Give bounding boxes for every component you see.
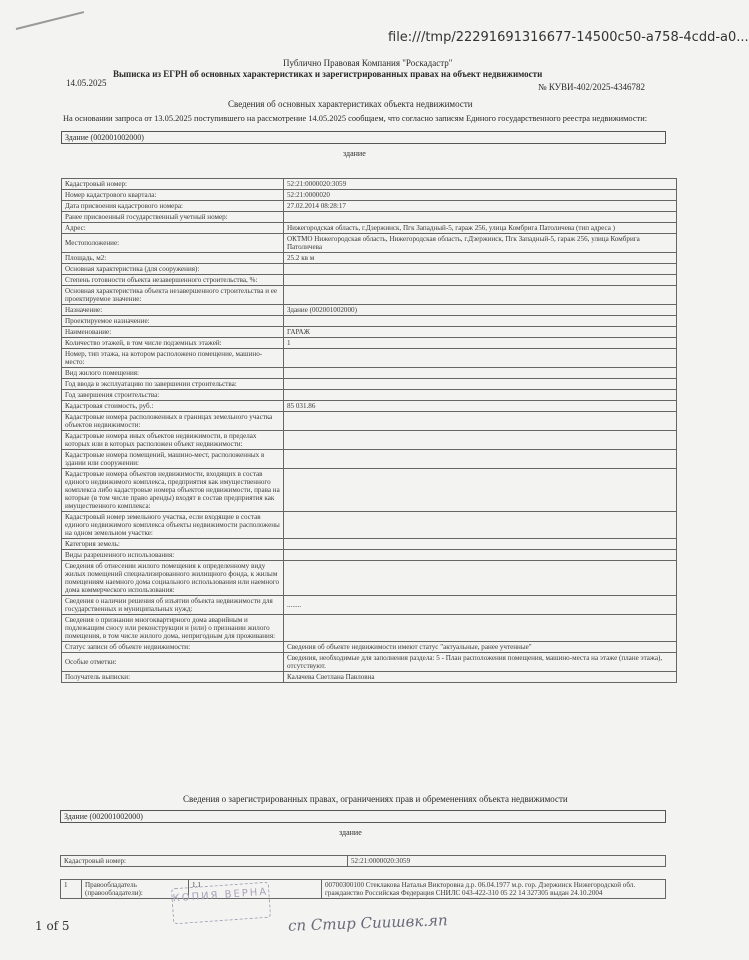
table-row [62,390,677,401]
owner-table [60,879,666,899]
table-row [62,642,677,653]
row-value [284,212,677,223]
handwritten-signature: сп Стир Сиишвк.яп [287,911,448,935]
table-row [62,338,677,349]
intro-text: На основании запроса от 13.05.2025 поступившего на рассмотрение 14.05.2025 сообщаем, что согласно записям Единого государственного реестра недвижимости: [63,114,648,123]
row-label: Адрес: [62,223,284,234]
page-number: 1 of 5 [35,919,70,933]
row-value [284,379,677,390]
row-label: Кадастровый номер: [62,179,284,190]
row-label: Местоположение: [62,234,284,253]
row-label: Основная характеристика объекта незавершенного строительства и ее проектируемое значение: [62,286,284,305]
table-row [62,401,677,412]
object-type-box: Здание (002001002000) [61,131,666,144]
table-row [62,368,677,379]
row-label: Сведения о наличии решения об изъятии объекта недвижимости для государственных и муниципальных нужд: [62,596,284,615]
table-row [62,286,677,305]
owner-label: Правообладатель (правообладатели): [82,880,189,899]
table-row [62,201,677,212]
table-row [62,316,677,327]
table-row [62,450,677,469]
row-value [284,512,677,539]
row-value: Здание (002001002000) [284,305,677,316]
row-value: 25.2 кв м [284,253,677,264]
table-row [62,550,677,561]
table-row [62,179,677,190]
table-row [62,264,677,275]
row-label: Основная характеристика (для сооружения): [62,264,284,275]
owner-number: 1 [61,880,82,899]
file-path: file:///tmp/22291691316677-14500c50-a758-4cdd-a0... [388,30,749,45]
row-value [284,316,677,327]
row-label: Год завершения строительства: [62,390,284,401]
row-value: Сведения, необходимые для заполнения раздела: 5 - План расположения помещения, машино-места на этаже (плане этажа), отсутствуют. [284,653,677,672]
row-value [284,450,677,469]
table-row [62,379,677,390]
table-row [62,431,677,450]
row-value [284,539,677,550]
row-value: 52:21:0000020 [284,190,677,201]
row-value [284,550,677,561]
table-row [62,327,677,338]
table-row [62,212,677,223]
row-value [284,264,677,275]
table-row [62,561,677,596]
row-label: Номер кадастрового квартала: [62,190,284,201]
table-row [62,653,677,672]
rights-cadastral-value: 52:21:0000020:3059 [348,856,666,867]
table-row [62,615,677,642]
copy-stamp: КОПИЯ ВЕРНА [171,882,271,925]
document-date: 14.05.2025 [66,78,107,88]
row-value [284,390,677,401]
row-value: 52:21:0000020:3059 [284,179,677,190]
row-value [284,431,677,450]
row-value: Калачева Светлана Павловна [284,672,677,683]
rights-section-title: Сведения о зарегистрированных правах, ограничениях прав и обременениях объекта недвижимости [183,794,568,804]
row-value [284,615,677,642]
table-row [62,469,677,512]
owner-value: 00700300100 Стеклакова Наталья Викторовна д.р. 06.04.1977 м.р. гор. Дзержинск Нижегородской обл. гражданство Российская Федерация СНИЛС 043-422-310 05 22 14 327305 выдан 24.10.2004 [322,880,666,899]
table-row [62,672,677,683]
row-label: Вид жилого помещения: [62,368,284,379]
row-value: 85 031.86 [284,401,677,412]
table-row [62,234,677,253]
row-label: Кадастровый номер земельного участка, если входящие в состав единого недвижимого комплекса объекты недвижимости расположены на одном земельном участке: [62,512,284,539]
row-value [284,412,677,431]
table-row [62,512,677,539]
row-value: ........ [284,596,677,615]
table-row [62,349,677,368]
row-label: Площадь, м2: [62,253,284,264]
row-value: Сведения об объекте недвижимости имеют статус "актуальные, ранее учтенные" [284,642,677,653]
row-label: Кадастровая стоимость, руб.: [62,401,284,412]
row-value: 1 [284,338,677,349]
row-label: Ранее присвоенный государственный учетный номер: [62,212,284,223]
row-label: Виды разрешенного использования: [62,550,284,561]
row-label: Дата присвоения кадастрового номера: [62,201,284,212]
row-label: Сведения о признании многоквартирного дома аварийным и подлежащим сносу или реконструкции и (или) о признании жилого помещения, в том числе жилого дома, непригодным для проживания: [62,615,284,642]
section-title: Сведения об основных характеристиках объекта недвижимости [228,99,473,109]
document-number: № КУВИ-402/2025-4346782 [538,82,646,92]
owner-index: 1.1 [189,880,322,899]
rights-object-word: здание [339,828,362,837]
table-row [62,275,677,286]
row-value: 27.02.2014 08:28:17 [284,201,677,212]
row-label: Год ввода в эксплуатацию по завершении строительства: [62,379,284,390]
table-row [62,190,677,201]
table-row [62,412,677,431]
row-label: Статус записи об объекте недвижимости: [62,642,284,653]
row-label: Получатель выписки: [62,672,284,683]
row-value [284,349,677,368]
table-row [62,596,677,615]
scan-artifact [16,11,84,30]
row-label: Особые отметки: [62,653,284,672]
rights-cadastral-table [60,855,666,867]
row-value [284,368,677,379]
row-label: Назначение: [62,305,284,316]
table-row [62,305,677,316]
table-row [62,223,677,234]
table-row [62,539,677,550]
characteristics-table [61,178,677,683]
row-label: Кадастровые номера иных объектов недвижимости, в пределах которых или в которых расположен объект недвижимости: [62,431,284,450]
row-value: Нижегородская область, г.Дзержинск, Пгк Западный-5, гараж 256, улица Комбрига Патоличева (тип адреса ) [284,223,677,234]
row-label: Сведения об отнесении жилого помещения к определенному виду жилых помещений специализированного жилищного фонда, к жилым помещениям наемного дома социального использования или наемного дома коммерческого использования: [62,561,284,596]
row-value: ГАРАЖ [284,327,677,338]
row-label: Кадастровые номера объектов недвижимости, входящих в состав единого недвижимого комплекса, предприятия как имущественного комплекса либо кадастровые номера объектов недвижимости, права на которые (в том числе право аренды) входят в состав предприятия как имущественного комплекса: [62,469,284,512]
row-label: Количество этажей, в том числе подземных этажей: [62,338,284,349]
rights-cadastral-label: Кадастровый номер: [61,856,348,867]
row-label: Проектируемое назначение: [62,316,284,327]
row-label: Наименование: [62,327,284,338]
document-title: Выписка из ЕГРН об основных характеристиках и зарегистрированных правах на объект недвижимости [113,69,543,79]
row-value [284,286,677,305]
row-label: Кадастровые номера расположенных в границах земельного участка объектов недвижимости: [62,412,284,431]
row-value [284,469,677,512]
row-label: Номер, тип этажа, на котором расположено помещение, машино-место: [62,349,284,368]
row-value [284,561,677,596]
organization-name: Публично Правовая Компания "Роскадастр" [283,58,453,68]
row-value [284,275,677,286]
row-value: ОКТМО Нижегородская область, Нижегородская область, г.Дзержинск, Пгк Западный-5, гараж 256, улица Комбрига Патоличева [284,234,677,253]
row-label: Степень готовности объекта незавершенного строительства, %: [62,275,284,286]
row-label: Кадастровые номера помещений, машино-мест, расположенных в здании или сооружении: [62,450,284,469]
table-row [62,253,677,264]
rights-object-box: Здание (002001002000) [60,810,666,823]
row-label: Категория земель: [62,539,284,550]
object-type-word: здание [343,149,366,158]
